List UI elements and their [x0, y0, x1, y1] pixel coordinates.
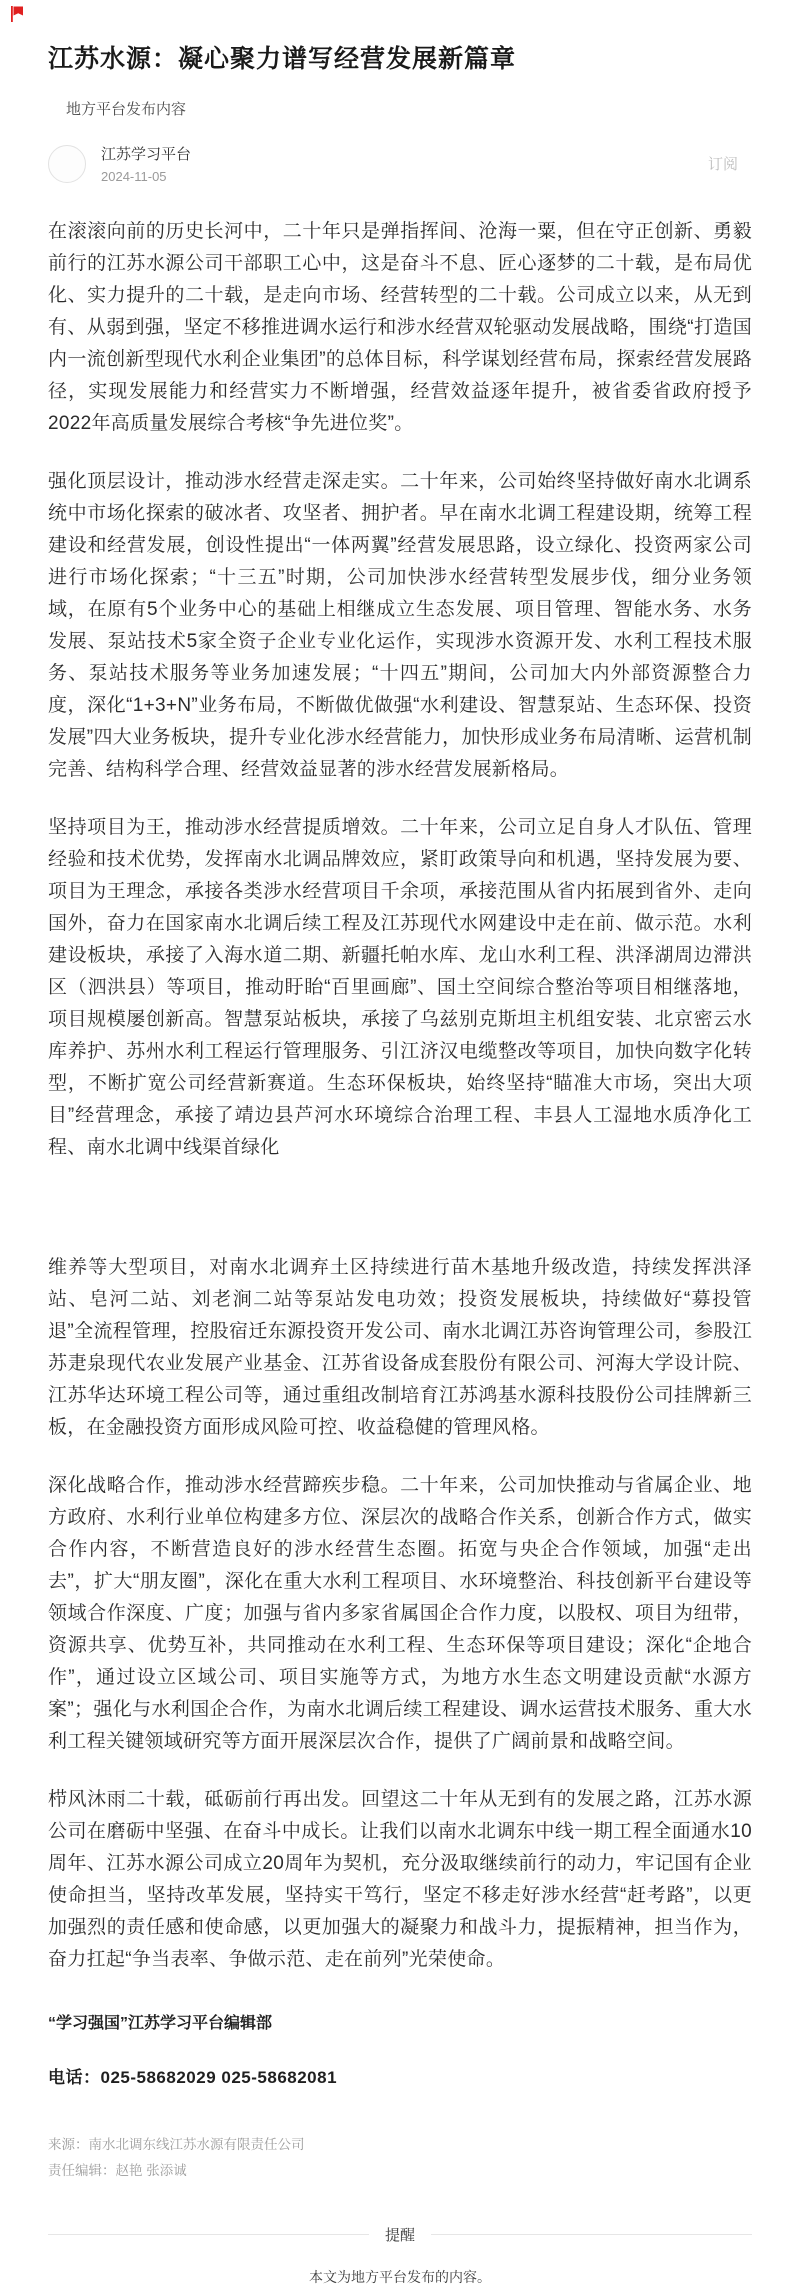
publisher-name[interactable]: 江苏学习平台 [101, 146, 192, 163]
article-meta [48, 2132, 752, 2184]
divider-line [431, 2234, 752, 2235]
article-body [48, 216, 752, 1976]
contact-phone: 电话：025-58682029 025-58682081 [48, 2068, 338, 2087]
article-paragraph: 坚持项目为王，推动涉水经营提质增效。二十年来，公司立足自身人才队伍、管理经验和技术优势，发挥南水北调品牌效应，紧盯政策导向和机遇，坚持发展为要、项目为王理念，承接各类涉水经营项目千余项，承接范围从省内拓展到省外、走向国外，奋力在国家南水北调后续工程及江苏现代水网建设中走在前、做示范。水利建设板块，承接了入海水道二期、新疆托帕水库、龙山水利工程、洪泽湖周边滞洪区（泗洪县）等项目，推动盱眙“百里画廊”、国土空间综合整治等项目相继落地，项目规模屡创新高。智慧泵站板块，承接了乌兹别克斯坦主机组安装、北京密云水库养护、苏州水利工程运行管理服务、引江济汉电缆整改等项目，加快向数字化转型，不断扩宽公司经营新赛道。生态环保板块，始终坚持“瞄准大市场，突出大项目”经营理念，承接了靖边县芦河水环境综合治理工程、丰县人工湿地水质净化工程、南水北调中线渠首绿化 [48, 817, 752, 1158]
publisher-row [48, 143, 752, 184]
platform-logo-icon [10, 6, 24, 22]
article-paragraph: 强化顶层设计，推动涉水经营走深走实。二十年来，公司始终坚持做好南水北调系统中市场化探索的破冰者、攻坚者、拥护者。早在南水北调工程建设期，统筹工程建设和经营发展，创设性提出“一体两翼”经营发展思路，设立绿化、投资两家公司进行市场化探索；“十三五”时期，公司加快涉水经营转型发展步伐，细分业务领域，在原有5个业务中心的基础上相继成立生态发展、项目管理、智能水务、水务发展、泵站技术5家全资子企业专业化运作，实现涉水资源开发、水利工程技术服务、泵站技术服务等业务加速发展；“十四五”期间，公司加大内外部资源整合力度，深化“1+3+N”业务布局，不断做优做强“水利建设、智慧泵站、生态环保、投资发展”四大业务板块，提升专业化涉水经营能力，加快形成业务布局清晰、运营机制完善、结构科学合理、经营效益显著的涉水经营发展新格局。 [48, 471, 752, 780]
subscribe-button[interactable]: 订阅 [708, 153, 738, 174]
editor-line: 责任编辑：赵艳 张添诚 [48, 2163, 187, 2178]
source-line: 来源：南水北调东线江苏水源有限责任公司 [48, 2137, 305, 2152]
publish-date: 2024-11-05 [101, 169, 167, 184]
publisher-info [101, 143, 191, 184]
reminder-label: 提醒 [385, 2227, 416, 2244]
article-paragraph: 在滚滚向前的历史长河中，二十年只是弹指挥间、沧海一粟，但在守正创新、勇毅前行的江苏水源公司干部职工心中，这是奋斗不息、匠心逐梦的二十载，是布局优化、实力提升的二十载，是走向市场、经营转型的二十载。公司成立以来，从无到有、从弱到强，坚定不移推进调水运行和涉水经营双轮驱动发展战略，围绕“打造国内一流创新型现代水利企业集团”的总体目标，科学谋划经营布局，探索经营发展路径，实现发展能力和经营实力不断增强，经营效益逐年提升，被省委省政府授予2022年高质量发展综合考核“争先进位奖”。 [48, 221, 752, 434]
article-paragraph: 维养等大型项目，对南水北调弃土区持续进行苗木基地升级改造，持续发挥洪泽站、皂河二站、刘老涧二站等泵站发电功效；投资发展板块，持续做好“募投管退”全流程管理，控股宿迁东源投资开发公司、南水北调江苏咨询管理公司，参股江苏疌泉现代农业发展产业基金、江苏省设备成套股份有限公司、河海大学设计院、江苏华达环境工程公司等，通过重组改制培育江苏鸿基水源科技股份公司挂牌新三板，在金融投资方面形成风险可控、收益稳健的管理风格。 [48, 1257, 752, 1438]
article-title: 江苏水源：凝心聚力谱写经营发展新篇章 [48, 45, 517, 73]
divider-line [48, 2234, 369, 2235]
article-paragraph: 深化战略合作，推动涉水经营蹄疾步稳。二十年来，公司加快推动与省属企业、地方政府、水利行业单位构建多方位、深层次的战略合作关系，创新合作方式，做实合作内容，不断营造良好的涉水经营生态圈。拓宽与央企合作领域，加强“走出去”，扩大“朋友圈”，深化在重大水利工程项目、水环境整治、科技创新平台建设等领域合作深度、广度；加强与省内多家省属国企合作力度，以股权、项目为纽带，资源共享、优势互补，共同推动在水利工程、生态环保等项目建设；深化“企地合作”，通过设立区域公司、项目实施等方式，为地方水生态文明建设贡献“水源方案”；强化与水利国企合作，为南水北调后续工程建设、调水运营技术服务、重大水利工程关键领域研究等方面开展深层次合作，提供了广阔前景和战略空间。 [48, 1475, 752, 1752]
editorial-department: “学习强国”江苏学习平台编辑部 [48, 2015, 273, 2032]
article-subtitle-label: 地方平台发布内容 [66, 101, 187, 118]
reminder-note: 本文为地方平台发布的内容。 [309, 2269, 491, 2285]
article-paragraph: 栉风沐雨二十载，砥砺前行再出发。回望这二十年从无到有的发展之路，江苏水源公司在磨砺中坚强、在奋斗中成长。让我们以南水北调东中线一期工程全面通水10周年、江苏水源公司成立20周年为契机，充分汲取继续前行的动力，牢记国有企业使命担当，坚持改革发展，坚持实干笃行，坚定不移走好涉水经营“赶考路”，以更加强烈的责任感和使命感，以更加强大的凝聚力和战斗力，提振精神，担当作为，奋力扛起“争当表率、争做示范、走在前列”光荣使命。 [48, 1789, 752, 1970]
publisher-avatar[interactable] [48, 145, 86, 183]
reminder-divider [48, 2224, 752, 2245]
